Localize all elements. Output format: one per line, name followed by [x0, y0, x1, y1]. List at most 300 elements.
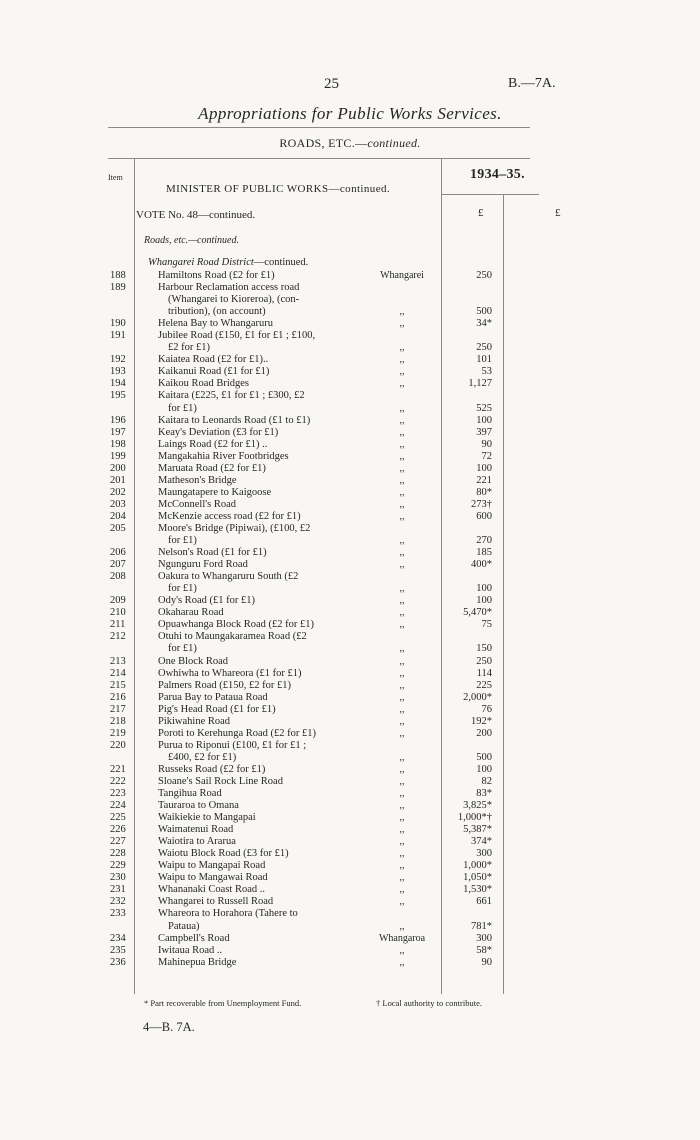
- amount: 75: [481, 619, 492, 631]
- description-line: Kaitara to Leonards Road (£1 to £1): [158, 414, 311, 426]
- description-line: Kaitara (£225, £1 for £1 ; £300, £2: [158, 390, 305, 402]
- local-authority: ,,: [399, 583, 405, 595]
- amount: 76: [481, 703, 492, 715]
- item-number: 191: [110, 330, 126, 342]
- table-row: [0, 366, 700, 378]
- item-description: [158, 282, 348, 318]
- amount: 101: [476, 354, 492, 366]
- description-line: Opuawhanga Block Road (£2 for £1): [158, 619, 315, 631]
- amount: 192*: [471, 715, 492, 727]
- footnote-unemployment: * Part recoverable from Unemployment Fund.: [144, 998, 302, 1008]
- item-number: 209: [110, 595, 126, 607]
- local-authority: ,,: [399, 691, 405, 703]
- amount: 300: [476, 848, 492, 860]
- table-row: [0, 607, 700, 619]
- item-description: [158, 619, 348, 631]
- local-authority: ,,: [399, 655, 405, 667]
- item-number: 218: [110, 715, 126, 727]
- amount: 83*: [476, 788, 492, 800]
- description-line: Iwitaua Road ..: [158, 944, 223, 956]
- title-rule: [108, 127, 530, 128]
- item-number: 224: [110, 800, 126, 812]
- amount: 250: [476, 655, 492, 667]
- item-description: [158, 836, 348, 848]
- table-row: [0, 595, 700, 607]
- table-row: [0, 390, 700, 414]
- local-authority: ,,: [399, 462, 405, 474]
- table-row: [0, 547, 700, 559]
- table-row: [0, 318, 700, 330]
- description-line: Maruata Road (£2 for £1): [158, 462, 266, 474]
- item-number: 198: [110, 438, 126, 450]
- table-row: [0, 800, 700, 812]
- amount: 100: [476, 763, 492, 775]
- local-authority: ,,: [399, 920, 405, 932]
- table-row: [0, 776, 700, 788]
- item-description: [158, 318, 348, 330]
- local-authority: ,,: [399, 426, 405, 438]
- item-description: [158, 439, 348, 451]
- item-description: [158, 776, 348, 788]
- item-description: [158, 378, 348, 390]
- item-description: [158, 415, 348, 427]
- amount: 90: [481, 438, 492, 450]
- item-number: 212: [110, 631, 126, 643]
- section-title-main: ROADS, ETC.—: [279, 136, 368, 150]
- amount: 1,000*†: [457, 812, 492, 824]
- item-description: [158, 680, 348, 692]
- amount: 500: [476, 306, 492, 318]
- year-head-rule: [441, 194, 539, 195]
- item-number: 189: [110, 282, 126, 294]
- description-line: Waiotira to Ararua: [158, 836, 236, 848]
- year-header: 1934–35.: [470, 167, 525, 182]
- table-row: [0, 559, 700, 571]
- item-number: 229: [110, 860, 126, 872]
- local-authority: ,,: [399, 763, 405, 775]
- item-number: 220: [110, 739, 126, 751]
- item-description: [158, 704, 348, 716]
- description-line: (Whangarei to Kioreroa), (con-: [168, 294, 300, 306]
- table-row: [0, 716, 700, 728]
- item-number: 205: [110, 522, 126, 534]
- local-authority: ,,: [399, 474, 405, 486]
- local-authority: ,,: [399, 715, 405, 727]
- item-description: [158, 908, 348, 932]
- description-line: Owhiwha to Whareora (£1 for £1): [158, 667, 302, 679]
- amount: 1,050*: [463, 872, 492, 884]
- amount: 374*: [471, 836, 492, 848]
- item-description: [158, 499, 348, 511]
- local-authority: ,,: [399, 414, 405, 426]
- item-number: 206: [110, 547, 126, 559]
- item-number: 214: [110, 667, 126, 679]
- amount: 221: [476, 474, 492, 486]
- amount: 80*: [476, 486, 492, 498]
- item-number: 222: [110, 775, 126, 787]
- item-description: [158, 788, 348, 800]
- local-authority: ,,: [399, 667, 405, 679]
- description-line: Waiotu Block Road (£3 for £1): [158, 848, 289, 860]
- item-number: 194: [110, 378, 126, 390]
- amount: 100: [476, 583, 492, 595]
- description-line: for £1): [168, 643, 197, 655]
- table-row: [0, 619, 700, 631]
- local-authority: ,,: [399, 703, 405, 715]
- table-row: [0, 824, 700, 836]
- item-number: 211: [110, 619, 126, 631]
- amount: 525: [476, 402, 492, 414]
- description-line: Helena Bay to Whangaruru: [158, 318, 273, 330]
- table-row: [0, 475, 700, 487]
- amount: 250: [476, 342, 492, 354]
- description-line: Russeks Road (£2 for £1): [158, 763, 266, 775]
- item-description: [158, 427, 348, 439]
- description-line: McKenzie access road (£2 for £1): [158, 510, 301, 522]
- section-title: [0, 136, 700, 151]
- footnote-local-authority: † Local authority to contribute.: [376, 998, 482, 1008]
- description-line: Whangarei to Russell Road: [158, 896, 274, 908]
- item-description: [158, 330, 348, 354]
- amount: 5,387*: [463, 824, 492, 836]
- item-description: [158, 812, 348, 824]
- table-row: [0, 439, 700, 451]
- item-description: [158, 668, 348, 680]
- description-line: Keay's Deviation (£3 for £1): [158, 426, 279, 438]
- amount: 661: [476, 896, 492, 908]
- description-line: £400, £2 for £1): [168, 751, 237, 763]
- table-row: [0, 463, 700, 475]
- item-description: [158, 945, 348, 957]
- local-authority: ,,: [399, 751, 405, 763]
- item-description: [158, 354, 348, 366]
- roads-subheading: Roads, etc.—continued.: [144, 235, 239, 246]
- item-number: 231: [110, 884, 126, 896]
- table-row: [0, 896, 700, 908]
- item-number: 207: [110, 559, 126, 571]
- description-line: Maungatapere to Kaigoose: [158, 486, 272, 498]
- table-row: [0, 571, 700, 595]
- amount: 1,530*: [463, 884, 492, 896]
- item-description: [158, 366, 348, 378]
- description-line: Parua Bay to Pataua Road: [158, 691, 268, 703]
- item-description: [158, 511, 348, 523]
- page-reference: B.—7A.: [508, 76, 556, 91]
- page-title: Appropriations for Public Works Services.: [198, 104, 502, 123]
- amount: 600: [476, 510, 492, 522]
- item-description: [158, 607, 348, 619]
- item-number: 233: [110, 908, 126, 920]
- table-row: [0, 704, 700, 716]
- table-row: [0, 354, 700, 366]
- description-line: Oakura to Whangaruru South (£2: [158, 571, 299, 583]
- item-number: 235: [110, 944, 126, 956]
- item-description: [158, 523, 348, 547]
- item-number: 190: [110, 318, 126, 330]
- item-description: [158, 872, 348, 884]
- item-number: 213: [110, 655, 126, 667]
- amount: 1,000*: [463, 860, 492, 872]
- district-heading: [148, 257, 308, 268]
- description-line: Kaikou Road Bridges: [158, 378, 249, 390]
- description-line: Nelson's Road (£1 for £1): [158, 547, 267, 559]
- item-description: [158, 559, 348, 571]
- local-authority: ,,: [399, 956, 405, 968]
- table-row: [0, 668, 700, 680]
- amount: 225: [476, 679, 492, 691]
- item-description: [158, 571, 348, 595]
- district-continued: —continued.: [253, 257, 309, 268]
- amount: 53: [481, 366, 492, 378]
- local-authority: ,,: [399, 547, 405, 559]
- table-row: [0, 656, 700, 668]
- local-authority: ,,: [399, 607, 405, 619]
- item-number: 223: [110, 788, 126, 800]
- table-row: [0, 945, 700, 957]
- item-number: 203: [110, 498, 126, 510]
- description-line: One Block Road: [158, 655, 228, 667]
- local-authority: ,,: [399, 342, 405, 354]
- item-description: [158, 463, 348, 475]
- local-authority: ,,: [399, 486, 405, 498]
- local-authority: ,,: [399, 595, 405, 607]
- table-row: [0, 728, 700, 740]
- local-authority: ,,: [399, 872, 405, 884]
- item-description: [158, 451, 348, 463]
- local-authority: ,,: [399, 800, 405, 812]
- table-row: [0, 836, 700, 848]
- item-number: 226: [110, 824, 126, 836]
- local-authority: ,,: [399, 438, 405, 450]
- item-description: [158, 475, 348, 487]
- pound-column-left: £: [478, 207, 484, 219]
- amount: 273†: [471, 498, 492, 510]
- amount: 58*: [476, 944, 492, 956]
- item-number: 193: [110, 366, 126, 378]
- item-number: 196: [110, 414, 126, 426]
- amount: 185: [476, 547, 492, 559]
- description-line: Ngunguru Ford Road: [158, 559, 248, 571]
- item-number: 230: [110, 872, 126, 884]
- description-line: tribution), (on account): [168, 306, 266, 318]
- item-description: [158, 848, 348, 860]
- item-number: 216: [110, 691, 126, 703]
- item-number: 215: [110, 679, 126, 691]
- amount: 1,127: [468, 378, 492, 390]
- local-authority: ,,: [399, 944, 405, 956]
- local-authority: ,,: [399, 498, 405, 510]
- item-description: [158, 884, 348, 896]
- description-line: Pataua): [168, 920, 200, 932]
- section-title-continued: continued.: [367, 136, 421, 150]
- item-number: 210: [110, 607, 126, 619]
- item-number: 204: [110, 510, 126, 522]
- table-row: [0, 487, 700, 499]
- item-number: 202: [110, 486, 126, 498]
- item-description: [158, 764, 348, 776]
- table-row: [0, 764, 700, 776]
- amount: 100: [476, 462, 492, 474]
- amount: 5,470*: [463, 607, 492, 619]
- table-row: [0, 860, 700, 872]
- description-line: Tauraroa to Omana: [158, 800, 239, 812]
- item-description: [158, 860, 348, 872]
- item-description: [158, 547, 348, 559]
- local-authority: ,,: [399, 824, 405, 836]
- local-authority: ,,: [399, 788, 405, 800]
- table-row: [0, 812, 700, 824]
- table-row: [0, 957, 700, 969]
- item-number: 192: [110, 354, 126, 366]
- table-row: [0, 511, 700, 523]
- item-number: 199: [110, 450, 126, 462]
- description-line: McConnell's Road: [158, 498, 237, 510]
- item-description: [158, 824, 348, 836]
- ministry-heading: MINISTER OF PUBLIC WORKS—continued.: [166, 183, 391, 195]
- local-authority: ,,: [399, 896, 405, 908]
- local-authority: ,,: [399, 354, 405, 366]
- amount: 82: [481, 775, 492, 787]
- item-description: [158, 692, 348, 704]
- item-number: 197: [110, 426, 126, 438]
- amount: 100: [476, 414, 492, 426]
- local-authority: ,,: [399, 679, 405, 691]
- amount: 400*: [471, 559, 492, 571]
- description-line: Harbour Reclamation access road: [158, 282, 300, 294]
- local-authority: Whangaroa: [378, 932, 426, 944]
- item-number: 234: [110, 932, 126, 944]
- item-description: [158, 595, 348, 607]
- item-number: 227: [110, 836, 126, 848]
- description-line: Moore's Bridge (Pipiwai), (£100, £2: [158, 522, 311, 534]
- item-column-header: Item: [108, 173, 123, 182]
- local-authority: Whangarei: [380, 270, 424, 281]
- table-row: [0, 680, 700, 692]
- description-line: Poroti to Kerehunga Road (£2 for £1): [158, 727, 317, 739]
- local-authority: ,,: [399, 535, 405, 547]
- amount: 397: [476, 426, 492, 438]
- table-row: [0, 908, 700, 932]
- table-row: [0, 631, 700, 655]
- local-authority: ,,: [399, 450, 405, 462]
- item-number: 217: [110, 703, 126, 715]
- description-line: Tangihua Road: [158, 788, 222, 800]
- amount: 100: [476, 595, 492, 607]
- item-description: [158, 487, 348, 499]
- table-row: [0, 451, 700, 463]
- amount: 114: [476, 667, 492, 679]
- description-line: Waipu to Mangawai Road: [158, 872, 268, 884]
- item-number: 200: [110, 462, 126, 474]
- item-description: [158, 631, 348, 655]
- description-line: Campbell's Road: [158, 932, 230, 944]
- table-row: [0, 788, 700, 800]
- table-row: [0, 523, 700, 547]
- local-authority: ,,: [399, 860, 405, 872]
- item-number: 188: [110, 270, 126, 281]
- item-number: 201: [110, 474, 126, 486]
- item-description: [158, 933, 348, 945]
- item-description: [158, 390, 348, 414]
- local-authority: ,,: [399, 318, 405, 330]
- description-line: Kaikanui Road (£1 for £1): [158, 366, 270, 378]
- description-line: Jubilee Road (£150, £1 for £1 ; £100,: [158, 330, 316, 342]
- description-line: Whananaki Coast Road ..: [158, 884, 266, 896]
- local-authority: ,,: [399, 775, 405, 787]
- description-line: Hamiltons Road (£2 for £1): [158, 270, 275, 281]
- item-number: 219: [110, 727, 126, 739]
- description-line: Ody's Road (£1 for £1): [158, 595, 255, 607]
- vote-heading: VOTE No. 48—continued.: [136, 209, 256, 221]
- table-row: [0, 692, 700, 704]
- table-row: [0, 884, 700, 896]
- district-name: Whangarei Road District: [148, 257, 254, 268]
- table-row: [0, 872, 700, 884]
- local-authority: ,,: [399, 643, 405, 655]
- item-description: [158, 896, 348, 908]
- table-head-rule: [108, 158, 530, 159]
- item-description: [158, 957, 348, 969]
- item-description: [158, 740, 348, 764]
- table-row: [0, 499, 700, 511]
- local-authority: ,,: [399, 836, 405, 848]
- description-line: for £1): [168, 583, 197, 595]
- table-row: [0, 933, 700, 945]
- item-number: 195: [110, 390, 126, 402]
- amount: 3,825*: [463, 800, 492, 812]
- table-row: [0, 330, 700, 354]
- table-row: [0, 740, 700, 764]
- amount: 500: [476, 751, 492, 763]
- footer-signature: 4—B. 7A.: [143, 1020, 195, 1034]
- description-line: Whareora to Horahora (Tahere to: [158, 908, 298, 920]
- local-authority: ,,: [399, 366, 405, 378]
- amount: 34*: [476, 318, 492, 330]
- table-row: [0, 282, 700, 318]
- table-row: [0, 415, 700, 427]
- table-row: [0, 270, 700, 282]
- pound-column-right: £: [555, 207, 561, 219]
- description-line: Kaiatea Road (£2 for £1)..: [158, 354, 269, 366]
- item-number: 228: [110, 848, 126, 860]
- description-line: for £1): [168, 402, 197, 414]
- local-authority: ,,: [399, 848, 405, 860]
- description-line: Matheson's Bridge: [158, 474, 237, 486]
- description-line: Purua to Riponui (£100, £1 for £1 ;: [158, 739, 307, 751]
- item-description: [158, 656, 348, 668]
- table-row: [0, 427, 700, 439]
- description-line: Sloane's Sail Rock Line Road: [158, 775, 283, 787]
- item-number: 208: [110, 571, 126, 583]
- page-number: 25: [324, 76, 339, 92]
- amount: 781*: [471, 920, 492, 932]
- amount: 90: [481, 956, 492, 968]
- description-line: Pig's Head Road (£1 for £1): [158, 703, 276, 715]
- description-line: Mahinepua Bridge: [158, 956, 237, 968]
- amount: 150: [476, 643, 492, 655]
- description-line: Okaharau Road: [158, 607, 224, 619]
- local-authority: ,,: [399, 306, 405, 318]
- amount: 2,000*: [463, 691, 492, 703]
- appropriations-table: [0, 270, 700, 969]
- description-line: Laings Road (£2 for £1) ..: [158, 438, 268, 450]
- amount: 250: [476, 270, 492, 281]
- description-line: Mangakahia River Footbridges: [158, 450, 289, 462]
- item-number: 221: [110, 763, 126, 775]
- local-authority: ,,: [399, 510, 405, 522]
- description-line: Otuhi to Maungakaramea Road (£2: [158, 631, 307, 643]
- item-number: 225: [110, 812, 126, 824]
